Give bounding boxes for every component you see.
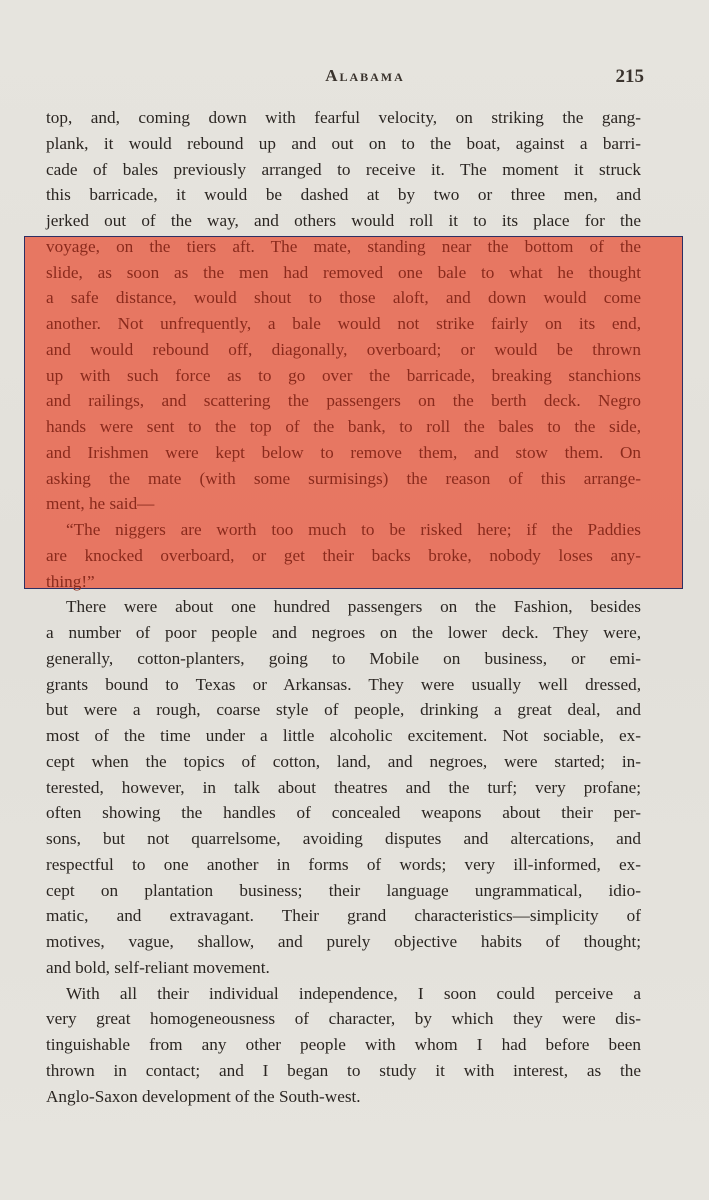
text-line: respectful to one another in forms of words; very ill-informed, ex-	[46, 854, 641, 874]
highlighted-text-line: another. Not unfrequently, a bale would not strike fairly on its end,	[46, 314, 641, 333]
highlighted-text-line: voyage, on the tiers aft. The mate, standing near the bottom of the	[46, 236, 641, 256]
highlighted-text-line: and would rebound off, diagonally, overboard; or would be thrown	[46, 339, 641, 359]
text-line: motives, vague, shallow, and purely objective habits of thought;	[46, 932, 641, 951]
text-line: sons, but not quarrelsome, avoiding disputes and altercations, and	[46, 829, 641, 848]
highlighted-text-line: slide, as soon as the men had removed one bale to what he thought	[46, 262, 641, 282]
text-line: tinguishable from any other people with whom I had before been	[46, 1035, 641, 1054]
highlighted-text-line: are knocked overboard, or get their backs broke, nobody loses any-	[46, 545, 641, 565]
text-line: but were a rough, coarse style of people, drinking a great deal, and	[46, 700, 641, 720]
text-line: top, and, coming down with fearful velocity, on striking the gang-	[46, 108, 641, 127]
paragraph	[46, 594, 641, 980]
text-line: thrown in contact; and I began to study it with interest, as the	[46, 1060, 641, 1080]
highlighted-text-line: ment, he said—	[46, 494, 155, 514]
body-text	[46, 105, 641, 1109]
text-line: a number of poor people and negroes on the lower deck. They were,	[46, 623, 641, 642]
highlighted-text-line: and Irishmen were kept below to remove them, and stow them. On	[46, 442, 641, 462]
highlighted-text-line: “The niggers are worth too much to be risked here; if the Paddies	[66, 520, 641, 539]
paragraph	[46, 517, 641, 594]
text-line: this barricade, it would be dashed at by two or three men, and	[46, 185, 641, 205]
highlighted-text-line: up with such force as to go over the barricade, breaking stanchions	[46, 365, 641, 385]
text-line: generally, cotton-planters, going to Mobile on business, or emi-	[46, 648, 641, 668]
page-header	[46, 66, 644, 92]
text-line: jerked out of the way, and others would roll it to its place for the	[46, 211, 641, 230]
text-line: cept when the topics of cotton, land, and negroes, were started; in-	[46, 751, 641, 771]
text-line: very great homogeneousness of character, by which they were dis-	[46, 1009, 641, 1029]
highlighted-text-line: thing!”	[46, 571, 95, 591]
text-line: terested, however, in talk about theatres and the turf; very profane;	[46, 777, 641, 797]
text-line: most of the time under a little alcoholic excitement. Not sociable, ex-	[46, 726, 641, 745]
text-line: There were about one hundred passengers on the Fashion, besides	[66, 597, 641, 617]
text-line: Anglo-Saxon development of the South-west.	[46, 1086, 361, 1106]
highlighted-text-line: a safe distance, would shout to those aloft, and down would come	[46, 288, 641, 308]
highlighted-text-line: asking the mate (with some surmisings) the reason of this arrange-	[46, 468, 641, 488]
text-line: matic, and extravagant. Their grand characteristics—simplicity of	[46, 906, 641, 926]
text-line: cade of bales previously arranged to receive it. The moment it struck	[46, 159, 641, 179]
highlighted-text-line: hands were sent to the top of the bank, to roll the bales to the side,	[46, 417, 641, 436]
text-line: and bold, self-reliant movement.	[46, 957, 270, 977]
paragraph	[46, 981, 641, 1110]
running-head: Alabama	[325, 66, 405, 85]
text-line: often showing the handles of concealed weapons about their per-	[46, 803, 641, 823]
paragraph	[46, 105, 641, 517]
highlighted-text-line: and railings, and scattering the passengers on the berth deck. Negro	[46, 391, 641, 411]
text-line: With all their individual independence, I soon could perceive a	[66, 983, 641, 1003]
text-line: cept on plantation business; their language ungrammatical, idio-	[46, 880, 641, 900]
text-line: grants bound to Texas or Arkansas. They were usually well dressed,	[46, 674, 641, 694]
page-number: 215	[615, 66, 644, 87]
text-line: plank, it would rebound up and out on to the boat, against a barri-	[46, 133, 641, 153]
